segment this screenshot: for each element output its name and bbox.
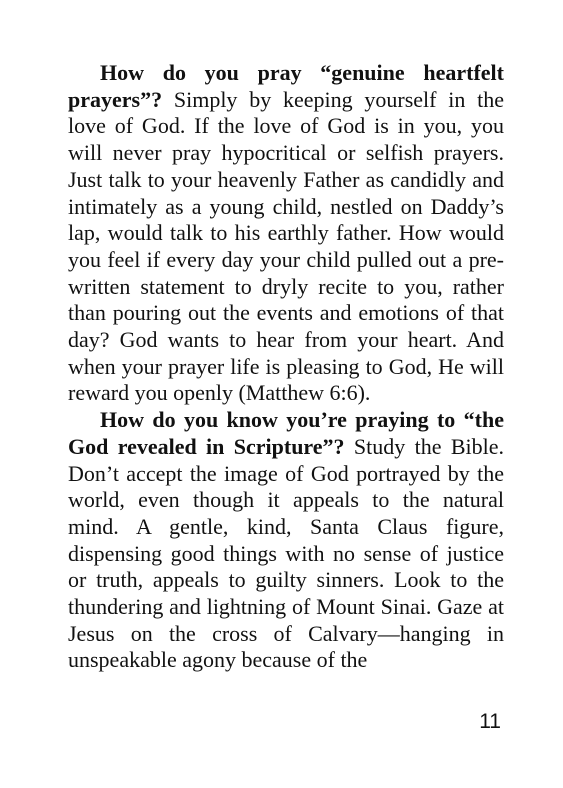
paragraph-god-in-scripture (68, 407, 504, 674)
paragraph-body: Simply by keeping yourself in the love of God. If the love of God is in you, you will never pray hypocritical or selfish prayers. Just talk to your heavenly Father as candidly and intimately as a young child, nestled on Daddy’s lap, would talk to his earthly father. How would you feel if every day your child pulled out a pre-written statement to dryly recite to you, rather than pouring out the events and emotions of that day? God wants to hear from your heart. And when your prayer life is pleasing to God, He will reward you openly (Matthew 6:6). (68, 86, 504, 406)
body-text (68, 60, 504, 674)
page-number: 11 (479, 710, 501, 733)
paragraph-body: Study the Bible. Don’t accept the image of God portrayed by the world, even though it appeals to the natural mind. A gentle, kind, Santa Claus figure, dispensing good things with no sense of justice or truth, appeals to guilty sinners. Look to the thundering and lightning of Mount Sinai. Gaze at Jesus on the cross of Calvary—hanging in unspeakable agony because of the (68, 433, 504, 673)
paragraph-genuine-prayers (68, 60, 504, 407)
paragraph-lead: How do you know you’re praying to “the God revealed in Scripture”? (68, 407, 504, 459)
paragraph-lead: How do you pray “genuine heartfelt prayers”? (68, 60, 504, 112)
